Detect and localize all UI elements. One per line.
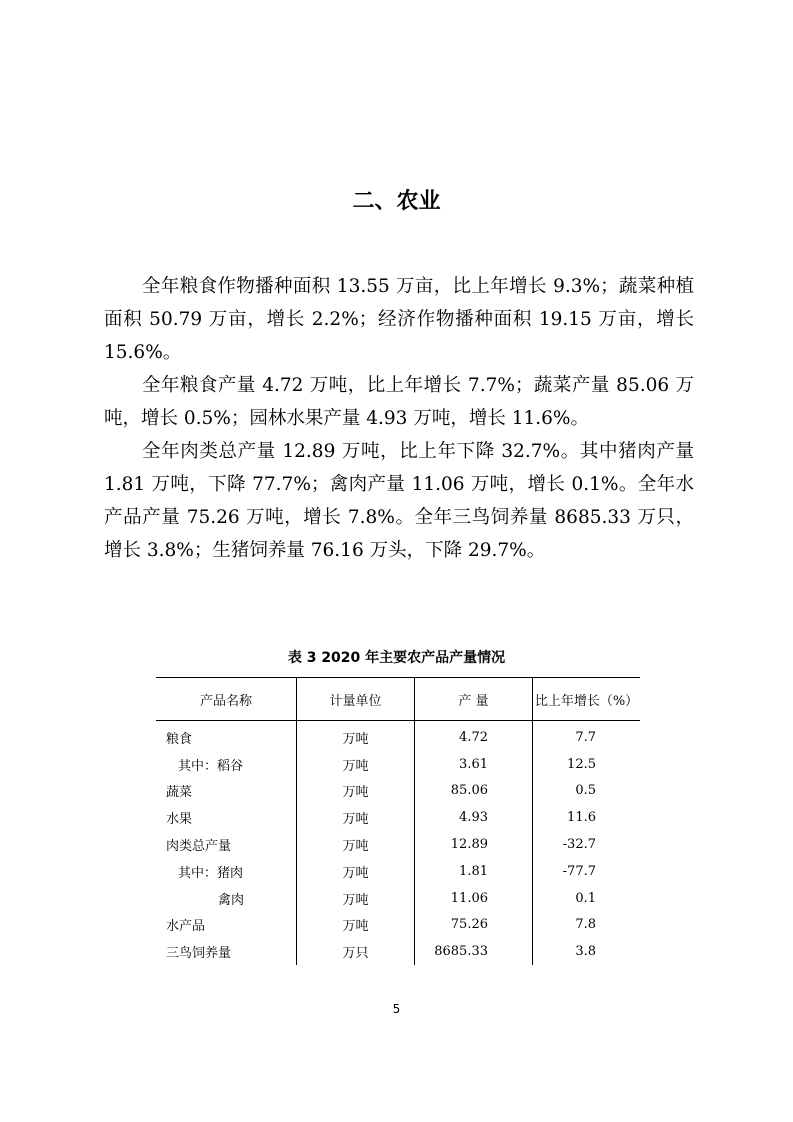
table-row xyxy=(156,938,640,965)
cell-unit: 万吨 xyxy=(297,778,415,805)
table-row xyxy=(156,721,640,751)
cell-quantity: 8685.33 xyxy=(415,938,533,965)
production-table xyxy=(156,677,640,965)
cell-change: 0.5 xyxy=(533,778,641,805)
page-number: 5 xyxy=(392,1002,401,1016)
cell-change: -32.7 xyxy=(533,831,641,858)
cell-name: 禽肉 xyxy=(218,892,245,908)
cell-unit: 万吨 xyxy=(297,831,415,858)
paragraph-1: 全年粮食作物播种面积 13.55 万亩，比上年增长 9.3%；蔬菜种植面积 50.79 万亩，增长 2.2%；经济作物播种面积 19.15 万亩，增长 15.6%。 xyxy=(104,276,694,363)
table-row xyxy=(156,858,640,885)
cell-quantity: 3.61 xyxy=(415,751,533,778)
cell-quantity: 85.06 xyxy=(415,778,533,805)
table-row xyxy=(156,912,640,939)
cell-name: 水产品 xyxy=(166,919,206,935)
cell-quantity: 4.93 xyxy=(415,804,533,831)
table-caption: 表 3 2020 年主要农产品产量情况 xyxy=(287,650,506,666)
cell-change: -77.7 xyxy=(533,858,641,885)
table-row xyxy=(156,831,640,858)
cell-unit: 万只 xyxy=(297,938,415,965)
body-text xyxy=(104,270,694,567)
cell-name: 其中：稻谷 xyxy=(178,758,244,774)
table-row xyxy=(156,804,640,831)
header-unit: 计量单位 xyxy=(297,678,415,721)
table-row xyxy=(156,885,640,912)
header-product-name: 产品名称 xyxy=(156,678,297,721)
paragraph-3: 全年肉类总产量 12.89 万吨，比上年下降 32.7%。其中猪肉产量 1.81 万吨，下降 77.7%；禽肉产量 11.06 万吨，增长 0.1%。全年水产品产量 75.26 万吨，增长 7.8%。全年三鸟饲养量 8685.33 万只，增长 3.8%；生猪饲养量 76.16 万头，下降 29.7%。 xyxy=(104,441,694,561)
cell-quantity: 4.72 xyxy=(415,721,533,751)
table-row xyxy=(156,778,640,805)
cell-unit: 万吨 xyxy=(297,751,415,778)
table-row xyxy=(156,751,640,778)
cell-name: 蔬菜 xyxy=(166,785,193,801)
cell-name: 粮食 xyxy=(166,731,193,747)
header-change: 比上年增长（%） xyxy=(533,678,641,721)
cell-unit: 万吨 xyxy=(297,885,415,912)
cell-name: 其中：猪肉 xyxy=(178,865,244,881)
paragraph-2: 全年粮食产量 4.72 万吨，比上年增长 7.7%；蔬菜产量 85.06 万吨，增长 0.5%；园林水果产量 4.93 万吨，增长 11.6%。 xyxy=(104,375,694,429)
cell-change: 7.8 xyxy=(533,912,641,939)
cell-unit: 万吨 xyxy=(297,804,415,831)
cell-change: 0.1 xyxy=(533,885,641,912)
section-title: 二、农业 xyxy=(352,189,441,214)
header-quantity: 产 量 xyxy=(415,678,533,721)
cell-quantity: 1.81 xyxy=(415,858,533,885)
table-header-row xyxy=(156,678,640,721)
cell-name: 三鸟饲养量 xyxy=(166,946,232,962)
cell-quantity: 12.89 xyxy=(415,831,533,858)
cell-unit: 万吨 xyxy=(297,858,415,885)
cell-change: 12.5 xyxy=(533,751,641,778)
cell-change: 7.7 xyxy=(533,721,641,751)
cell-quantity: 75.26 xyxy=(415,912,533,939)
cell-name: 水果 xyxy=(166,812,193,828)
cell-change: 3.8 xyxy=(533,938,641,965)
cell-name: 肉类总产量 xyxy=(166,839,232,855)
cell-quantity: 11.06 xyxy=(415,885,533,912)
cell-change: 11.6 xyxy=(533,804,641,831)
cell-unit: 万吨 xyxy=(297,912,415,939)
cell-unit: 万吨 xyxy=(297,721,415,751)
